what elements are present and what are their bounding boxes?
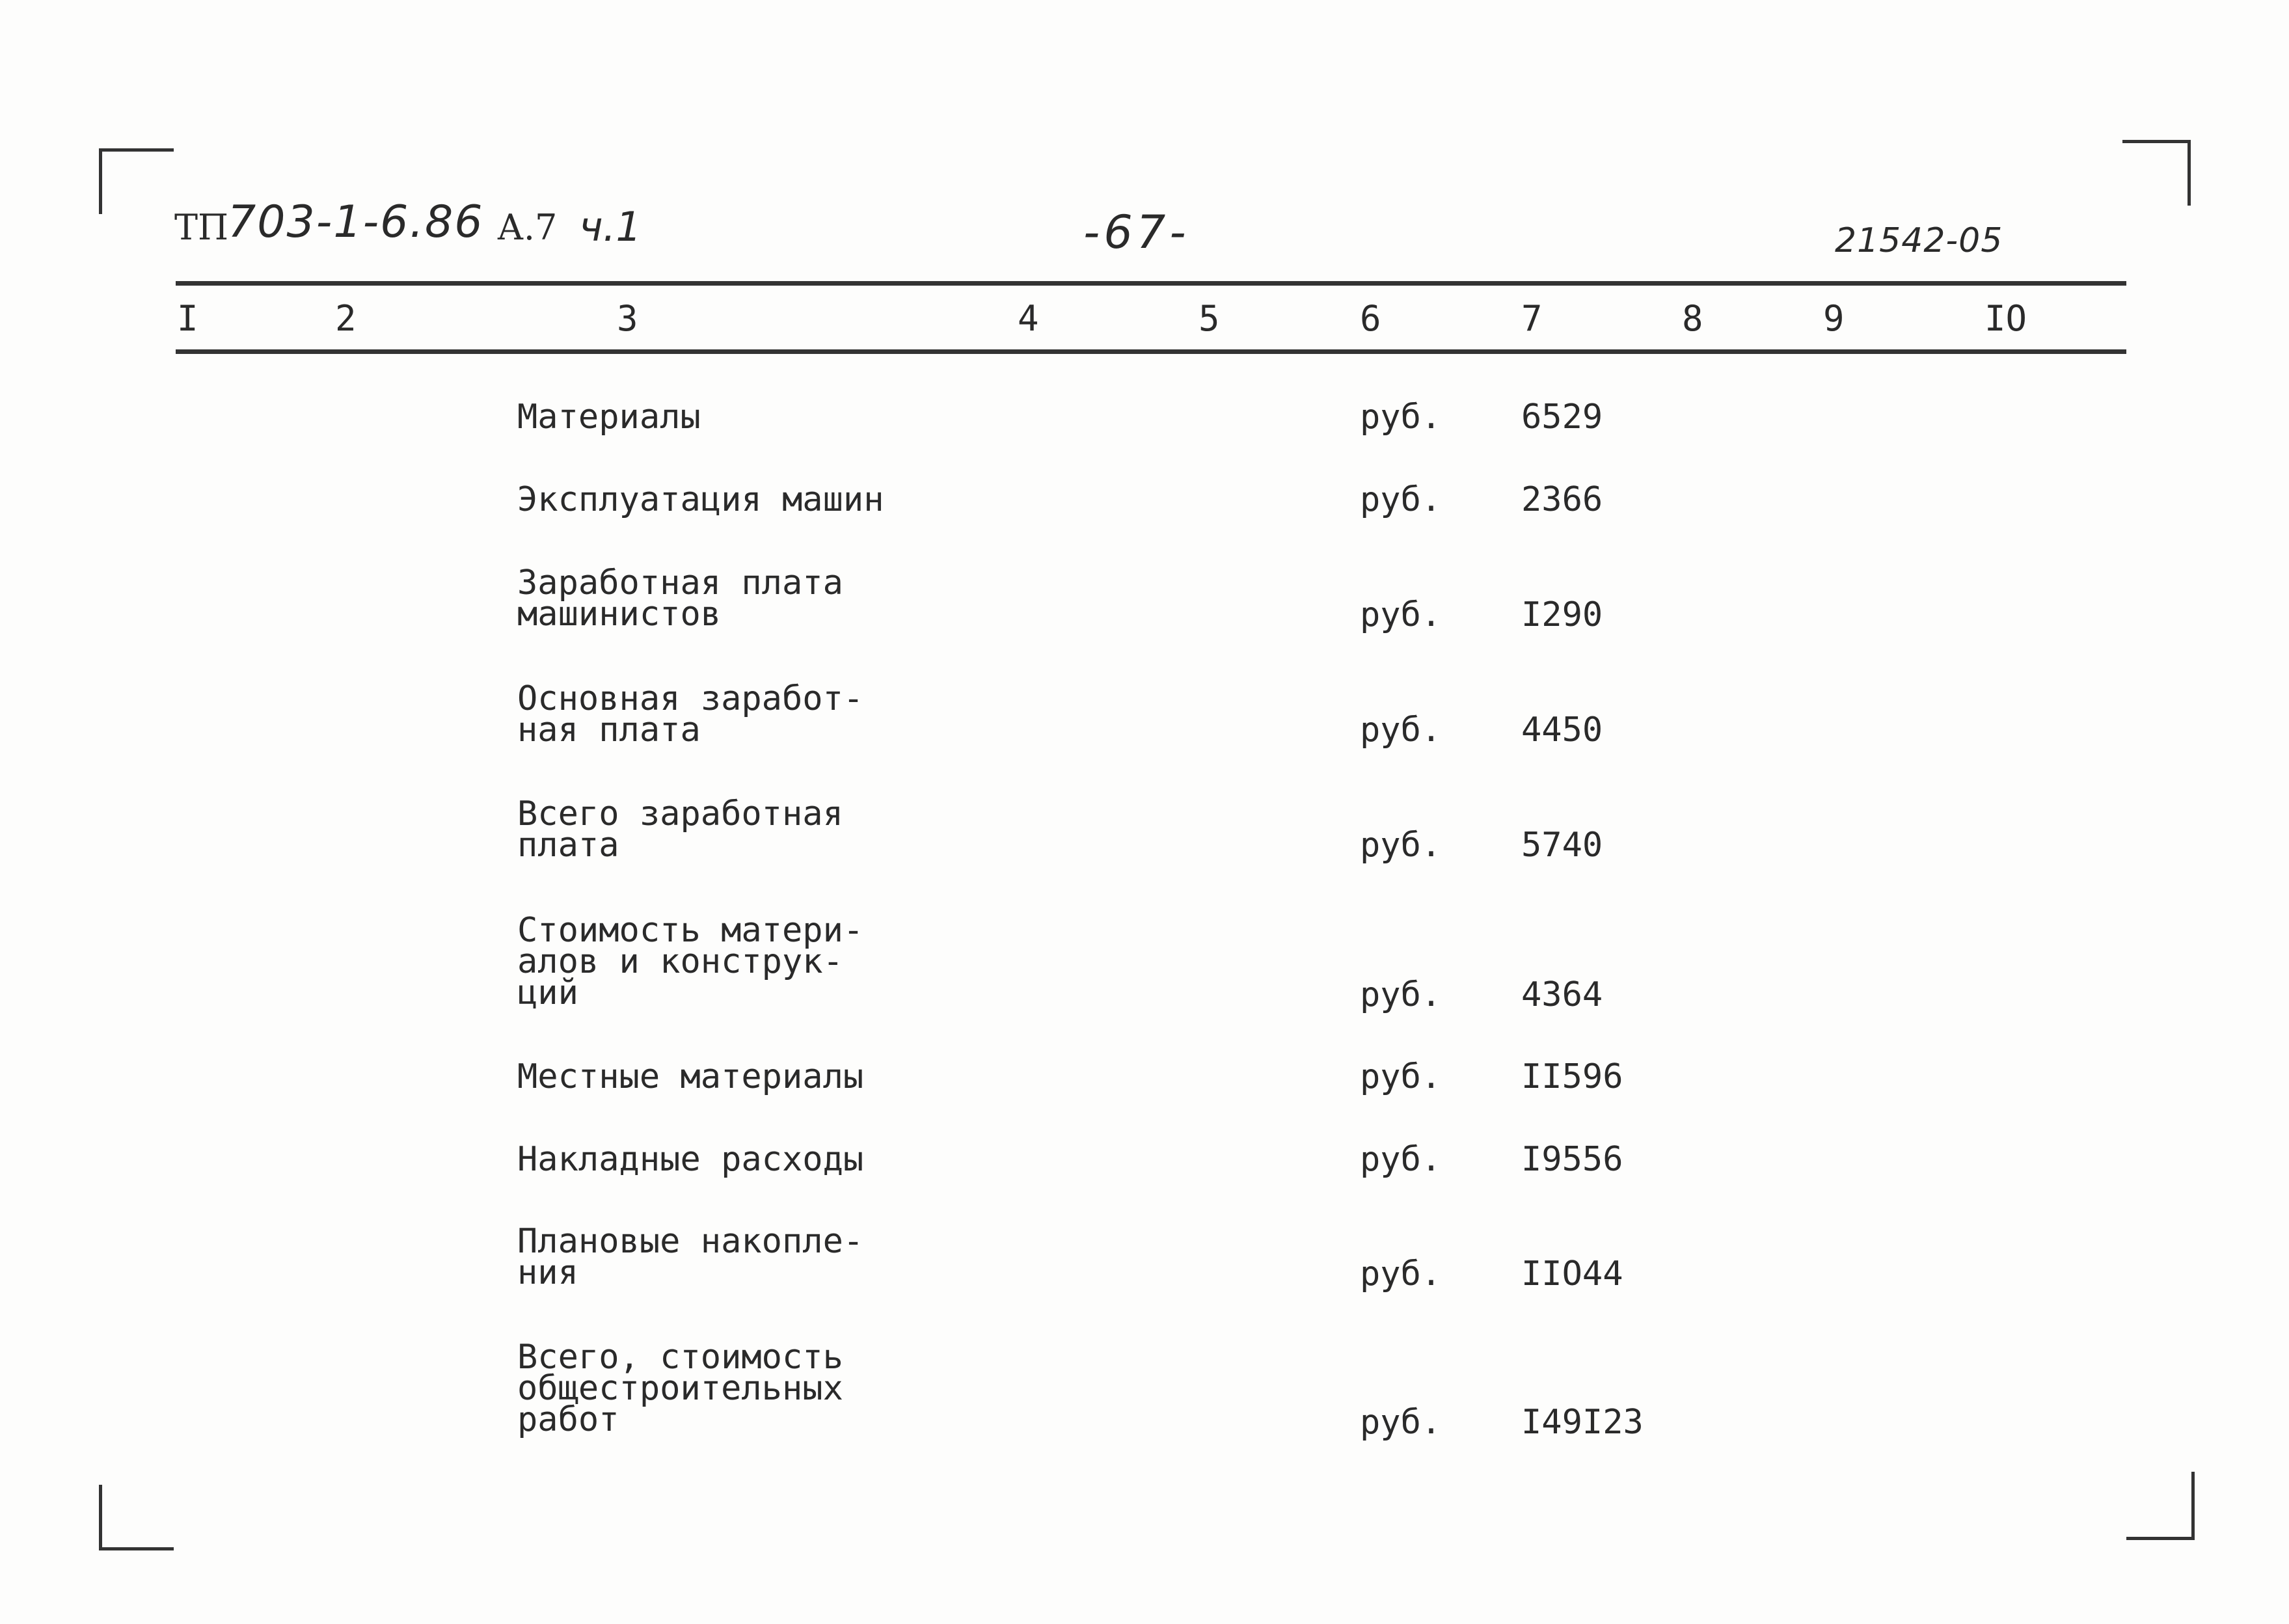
row-value: IIO44 bbox=[1521, 1254, 1623, 1293]
column-number-1: I bbox=[177, 298, 198, 339]
row-unit: руб. bbox=[1360, 1403, 1442, 1442]
column-number-6: 6 bbox=[1360, 298, 1381, 339]
row-value: 2366 bbox=[1521, 480, 1603, 519]
row-label-local-materials: Местные материалы bbox=[517, 1057, 864, 1096]
corner-mark-top-left bbox=[99, 148, 174, 214]
row-value: 5740 bbox=[1521, 826, 1603, 865]
row-label-base-wages: Основная заработ- ная плата bbox=[517, 679, 864, 750]
row-unit: руб. bbox=[1360, 1254, 1442, 1293]
row-unit: руб. bbox=[1360, 398, 1442, 437]
row-unit: руб. bbox=[1360, 710, 1442, 750]
row-unit: руб. bbox=[1360, 1140, 1442, 1179]
row-unit: руб. bbox=[1360, 826, 1442, 865]
row-label-planned-savings: Плановые накопле- ния bbox=[517, 1222, 864, 1292]
column-number-8: 8 bbox=[1682, 298, 1703, 339]
row-label-operator-wages: Заработная плата машинистов bbox=[517, 563, 843, 634]
part-number: ч.1 bbox=[579, 203, 642, 250]
header-rule-bottom bbox=[176, 349, 2126, 354]
column-number-7: 7 bbox=[1521, 298, 1543, 339]
row-label-overhead-costs: Накладные расходы bbox=[517, 1140, 864, 1179]
row-unit: руб. bbox=[1360, 975, 1442, 1014]
corner-mark-bottom-left bbox=[99, 1485, 174, 1550]
row-value: I49I23 bbox=[1521, 1403, 1644, 1442]
row-unit: руб. bbox=[1360, 480, 1442, 519]
inventory-number: 21542-05 bbox=[1835, 221, 2003, 260]
header-rule-top bbox=[176, 281, 2126, 286]
row-value: I290 bbox=[1521, 595, 1603, 634]
row-unit: руб. bbox=[1360, 1057, 1442, 1096]
row-label-total-wages: Всего заработная плата bbox=[517, 794, 843, 865]
row-value: II596 bbox=[1521, 1057, 1623, 1096]
album-number: А.7 bbox=[497, 207, 558, 248]
row-unit: руб. bbox=[1360, 595, 1442, 634]
row-value: 4450 bbox=[1521, 710, 1603, 750]
column-number-4: 4 bbox=[1018, 298, 1039, 339]
row-value: 4364 bbox=[1521, 975, 1603, 1014]
column-number-5: 5 bbox=[1199, 298, 1220, 339]
corner-mark-bottom-right bbox=[2126, 1472, 2195, 1540]
column-number-3: 3 bbox=[617, 298, 638, 339]
project-designation: 703-1-6.86 bbox=[228, 196, 484, 248]
row-label-materials-and-structures-cost: Стоимость матери- алов и конструк- ций bbox=[517, 911, 864, 1012]
document-prefix: ТП bbox=[174, 207, 229, 248]
row-value: I9556 bbox=[1521, 1140, 1623, 1179]
row-label-total-construction-cost: Всего, стоимость общестроительных работ bbox=[517, 1338, 843, 1439]
row-label-machine-operation: Эксплуатация машин bbox=[517, 480, 884, 519]
column-number-2: 2 bbox=[335, 298, 357, 339]
row-label-materials: Материалы bbox=[517, 398, 701, 437]
row-value: 6529 bbox=[1521, 398, 1603, 437]
column-number-9: 9 bbox=[1823, 298, 1845, 339]
column-number-10: IO bbox=[1984, 298, 2027, 339]
page-number: -67- bbox=[1083, 206, 1190, 259]
corner-mark-top-right bbox=[2122, 140, 2191, 206]
